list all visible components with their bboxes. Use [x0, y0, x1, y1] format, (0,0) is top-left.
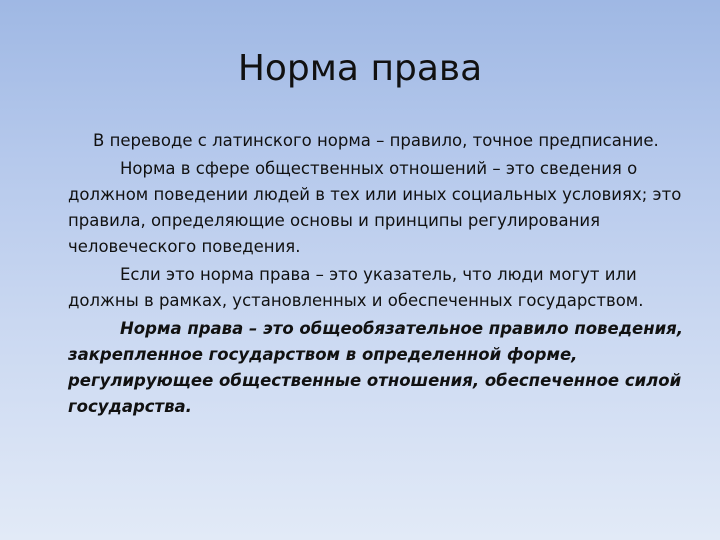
- slide-body: [68, 128, 698, 422]
- paragraph-translation: В переводе с латинского норма – правило, точное предписание.: [93, 131, 659, 150]
- paragraph-social-norm: Норма в сфере общественных отношений – это сведения о должном поведении людей в тех или иных социальных условиях; это правила, определяющие основы и принципы регулирования человеческого поведения.: [68, 159, 682, 256]
- slide-title: Норма права: [237, 48, 483, 89]
- paragraph-legal-norm: Если это норма права – это указатель, что люди могут или должны в рамках, установленных и обеспеченных государством.: [68, 265, 644, 310]
- paragraph-definition: Норма права – это общеобязательное правило поведения, закрепленное государством в определенной форме, регулирующее общественные отношения, обеспеченное силой государства.: [68, 319, 684, 416]
